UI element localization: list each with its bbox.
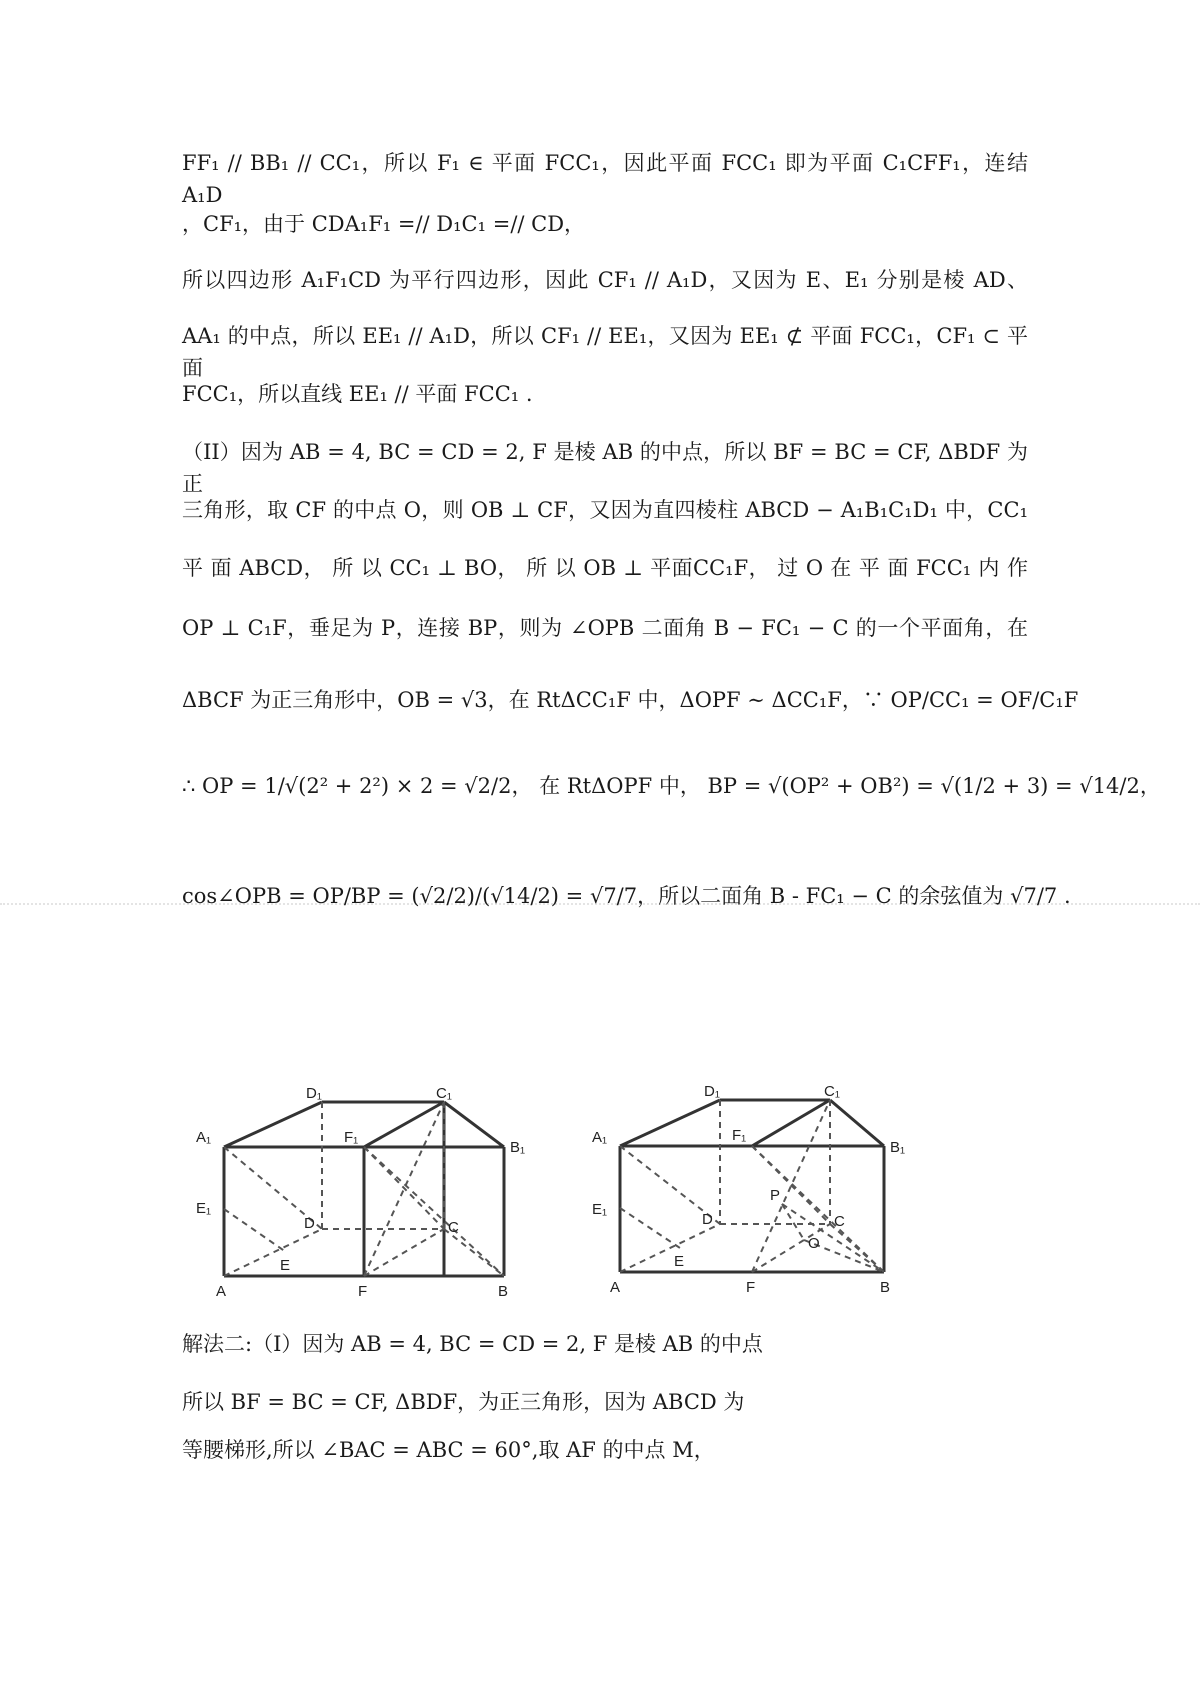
label-F: F [746, 1279, 756, 1296]
label-P: P [770, 1187, 781, 1204]
text-line-14: 所以 BF = BC = CF, ΔBDF，为正三角形，因为 ABCD 为 [182, 1390, 745, 1414]
label-A: A [610, 1279, 621, 1296]
label-B: B [498, 1283, 509, 1300]
text-line-10: ΔBCF 为正三角形中，OB = √3，在 RtΔCC₁F 中，ΔOPF ∼ ΔCC₁F，∵ OP/CC₁ = OF/C₁F [182, 688, 1079, 712]
text-line-15: 等腰梯形,所以 ∠BAC = ABC = 60°,取 AF 的中点 M， [182, 1438, 715, 1462]
label-D: D [304, 1215, 315, 1232]
label-A: A [216, 1283, 227, 1300]
text-line-11: ∴ OP = 1/√(2² + 2²) × 2 = √2/2， 在 RtΔOPF 中， BP = √(OP² + OB²) = √(1/2 + 3) = √14/2， [182, 774, 1161, 798]
label-E1: E₁ [196, 1200, 212, 1217]
text-line-9: OP ⊥ C₁F，垂足为 P，连接 BP，则为 ∠OPB 二面角 B − FC₁ − C 的一个平面角，在 [182, 616, 1028, 640]
text-line-8: 平 面 ABCD， 所 以 CC₁ ⊥ BO， 所 以 OB ⊥ 平面CC₁F， 过 O 在 平 面 FCC₁ 内 作 [182, 556, 1028, 580]
label-B: B [880, 1279, 891, 1296]
text-line-4: AA₁ 的中点，所以 EE₁ // A₁D，所以 CF₁ // EE₁，又因为 EE₁ ⊄ 平面 FCC₁，CF₁ ⊂ 平面 [182, 324, 1028, 380]
label-F: F [358, 1283, 368, 1300]
text-line-12: cos∠OPB = OP/BP = (√2/2)/(√14/2) = √7/7，所以二面角 B - FC₁ − C 的余弦值为 √7/7 . [182, 884, 1071, 908]
label-A1: A₁ [196, 1129, 212, 1146]
label-E1: E₁ [592, 1201, 608, 1218]
text-line-2: ，CF₁，由于 CDA₁F₁ =// D₁C₁ =// CD， [182, 212, 586, 236]
label-C1: C₁ [436, 1085, 452, 1102]
label-F1: F₁ [732, 1127, 747, 1144]
label-C1: C₁ [824, 1083, 840, 1100]
label-F1: F₁ [344, 1129, 359, 1146]
label-A1: A₁ [592, 1129, 608, 1146]
label-D: D [702, 1211, 713, 1228]
text-line-1: FF₁ // BB₁ // CC₁，所以 F₁ ∈ 平面 FCC₁，因此平面 FCC₁ 即为平面 C₁CFF₁，连结 A₁D [182, 151, 1028, 207]
label-D1: D₁ [306, 1085, 322, 1102]
label-D1: D₁ [704, 1083, 720, 1100]
text-line-3: 所以四边形 A₁F₁CD 为平行四边形，因此 CF₁ // A₁D，又因为 E、E₁ 分别是棱 AD、 [182, 268, 1028, 292]
text-line-6: （II）因为 AB = 4, BC = CD = 2, F 是棱 AB 的中点，所以 BF = BC = CF, ΔBDF 为正 [182, 440, 1028, 496]
text-line-5: FCC₁，所以直线 EE₁ // 平面 FCC₁ . [182, 382, 533, 406]
label-B1: B₁ [510, 1139, 526, 1156]
text-line-13: 解法二:（I）因为 AB = 4, BC = CD = 2, F 是棱 AB 的中点 [182, 1332, 763, 1356]
label-O: O [808, 1235, 820, 1252]
label-C: C [834, 1213, 845, 1230]
figure-prism-1-svg [186, 1068, 546, 1308]
figure-prism-1 [186, 1068, 546, 1308]
figure-prism-2 [584, 1068, 924, 1308]
label-C: C [448, 1219, 459, 1236]
label-E: E [674, 1253, 685, 1270]
label-E: E [280, 1257, 291, 1274]
label-B1: B₁ [890, 1139, 906, 1156]
text-line-7: 三角形，取 CF 的中点 O，则 OB ⊥ CF，又因为直四棱柱 ABCD − A₁B₁C₁D₁ 中，CC₁ [182, 498, 1028, 522]
figure-prism-2-svg [584, 1068, 924, 1308]
